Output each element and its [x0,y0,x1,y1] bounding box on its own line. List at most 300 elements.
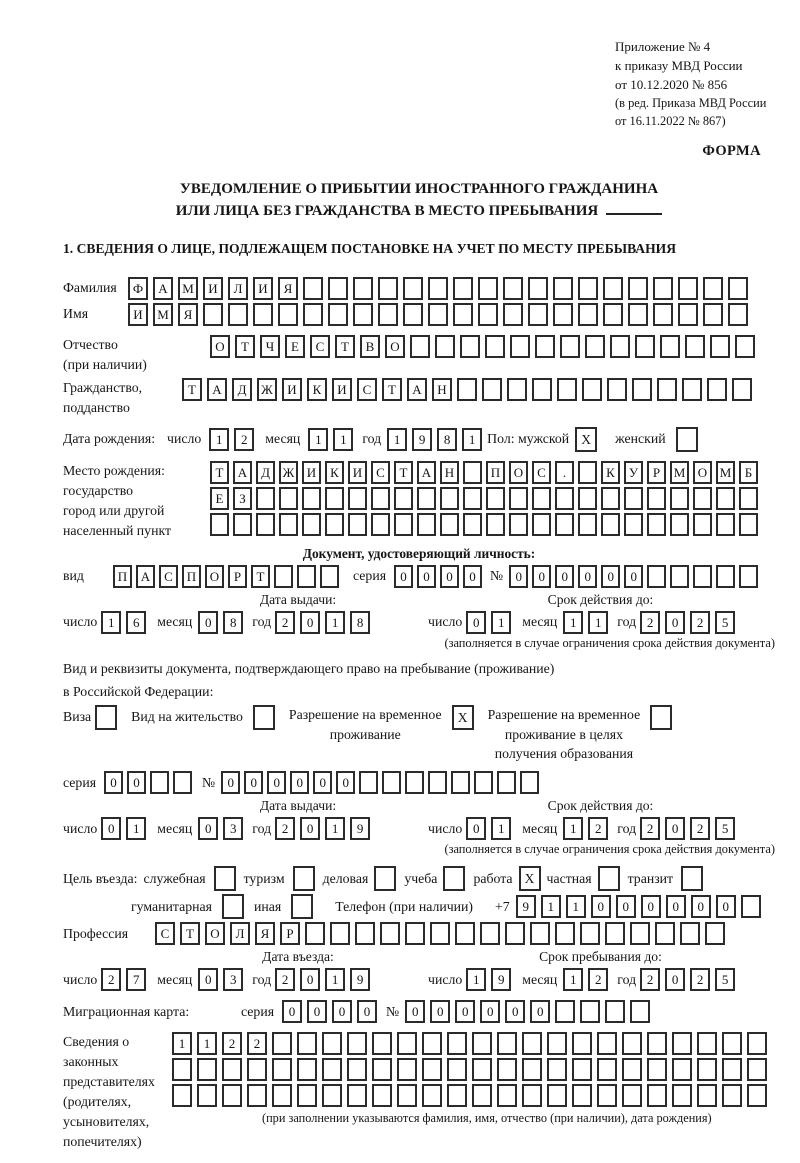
char-cell[interactable]: 2 [275,968,295,991]
char-cell[interactable] [747,1084,767,1107]
char-cell[interactable] [272,1032,292,1055]
char-cell[interactable]: 5 [715,611,735,634]
char-cell[interactable] [653,303,673,326]
char-cell[interactable] [197,1058,217,1081]
char-cell[interactable] [672,1058,692,1081]
char-cell[interactable] [728,277,748,300]
char-cell[interactable]: 0 [307,1000,327,1023]
char-cell[interactable]: Л [230,922,250,945]
char-cell[interactable] [572,1084,592,1107]
char-cell[interactable]: 9 [412,428,432,451]
char-cell[interactable]: З [233,487,252,510]
char-cell[interactable] [697,1084,717,1107]
char-cell[interactable]: К [307,378,327,401]
char-cell[interactable] [509,513,528,536]
char-cell[interactable]: 1 [541,895,561,918]
char-cell[interactable] [605,922,625,945]
char-cell[interactable] [457,378,477,401]
char-cell[interactable]: О [210,335,230,358]
char-cell[interactable] [330,922,350,945]
char-cell[interactable] [707,378,727,401]
char-cell[interactable]: Д [256,461,275,484]
char-cell[interactable]: 1 [462,428,482,451]
char-cell[interactable] [647,1058,667,1081]
char-cell[interactable] [739,565,758,588]
char-cell[interactable] [741,895,761,918]
char-cell[interactable] [403,277,423,300]
char-cell[interactable]: 0 [480,1000,500,1023]
char-cell[interactable] [451,771,470,794]
char-cell[interactable] [453,303,473,326]
char-cell[interactable]: 9 [350,968,370,991]
char-cell[interactable] [685,335,705,358]
char-cell[interactable] [371,513,390,536]
char-cell[interactable] [605,1000,625,1023]
char-cell[interactable] [578,461,597,484]
char-cell[interactable]: 0 [313,771,332,794]
char-cell[interactable] [582,378,602,401]
char-cell[interactable]: 0 [198,611,218,634]
char-cell[interactable]: 1 [197,1032,217,1055]
char-cell[interactable]: Я [278,277,298,300]
char-cell[interactable] [428,303,448,326]
char-cell[interactable] [680,922,700,945]
char-cell[interactable] [735,335,755,358]
char-cell[interactable] [372,1032,392,1055]
char-cell[interactable] [693,513,712,536]
char-cell[interactable]: 0 [221,771,240,794]
char-cell[interactable] [682,378,702,401]
char-cell[interactable] [622,1032,642,1055]
char-cell[interactable] [624,487,643,510]
char-cell[interactable] [256,487,275,510]
char-cell[interactable] [297,1084,317,1107]
char-cell[interactable] [428,771,447,794]
char-cell[interactable] [705,922,725,945]
char-cell[interactable]: С [310,335,330,358]
char-cell[interactable]: 2 [690,817,710,840]
char-cell[interactable] [722,1058,742,1081]
char-cell[interactable]: 1 [209,428,229,451]
char-cell[interactable] [647,513,666,536]
char-cell[interactable] [297,565,316,588]
char-cell[interactable] [378,303,398,326]
char-cell[interactable]: Ф [128,277,148,300]
char-cell[interactable]: 1 [563,611,583,634]
char-cell[interactable] [710,335,730,358]
char-cell[interactable] [622,1084,642,1107]
char-cell[interactable]: Д [232,378,252,401]
char-cell[interactable]: М [178,277,198,300]
char-cell[interactable] [739,513,758,536]
char-cell[interactable] [670,565,689,588]
char-cell[interactable] [417,487,436,510]
char-cell[interactable] [601,487,620,510]
char-cell[interactable] [397,1058,417,1081]
char-cell[interactable] [578,277,598,300]
char-cell[interactable]: 9 [491,968,511,991]
char-cell[interactable]: А [417,461,436,484]
char-cell[interactable] [447,1084,467,1107]
char-cell[interactable] [303,303,323,326]
char-cell[interactable] [325,487,344,510]
char-cell[interactable] [497,1032,517,1055]
char-cell[interactable]: С [532,461,551,484]
char-cell[interactable] [722,1032,742,1055]
char-cell[interactable] [622,1058,642,1081]
char-cell[interactable]: 9 [516,895,536,918]
char-cell[interactable] [722,1084,742,1107]
char-cell[interactable] [678,303,698,326]
char-cell[interactable] [359,771,378,794]
char-cell[interactable] [553,303,573,326]
char-cell[interactable] [279,487,298,510]
char-cell[interactable] [732,378,752,401]
char-cell[interactable]: О [385,335,405,358]
char-cell[interactable] [372,1084,392,1107]
char-cell[interactable]: 0 [300,817,320,840]
char-cell[interactable] [353,303,373,326]
purpose-private-checkbox[interactable] [598,866,620,891]
char-cell[interactable] [372,1058,392,1081]
char-cell[interactable]: 0 [198,968,218,991]
char-cell[interactable]: Т [182,378,202,401]
char-cell[interactable] [253,303,273,326]
char-cell[interactable] [478,303,498,326]
char-cell[interactable]: 0 [641,895,661,918]
char-cell[interactable] [297,1058,317,1081]
char-cell[interactable]: 5 [715,968,735,991]
char-cell[interactable] [580,1000,600,1023]
char-cell[interactable] [578,487,597,510]
male-checkbox[interactable]: X [575,427,597,452]
char-cell[interactable] [497,771,516,794]
char-cell[interactable] [474,771,493,794]
char-cell[interactable]: С [159,565,178,588]
char-cell[interactable] [322,1084,342,1107]
char-cell[interactable] [597,1058,617,1081]
char-cell[interactable] [628,277,648,300]
char-cell[interactable] [405,922,425,945]
char-cell[interactable]: 0 [624,565,643,588]
char-cell[interactable] [302,513,321,536]
char-cell[interactable] [528,277,548,300]
char-cell[interactable] [172,1084,192,1107]
char-cell[interactable]: 0 [578,565,597,588]
char-cell[interactable] [703,277,723,300]
char-cell[interactable] [371,487,390,510]
char-cell[interactable] [672,1084,692,1107]
char-cell[interactable]: 1 [563,817,583,840]
char-cell[interactable] [303,277,323,300]
char-cell[interactable]: И [348,461,367,484]
char-cell[interactable] [660,335,680,358]
char-cell[interactable]: Л [228,277,248,300]
char-cell[interactable] [397,1032,417,1055]
char-cell[interactable] [417,513,436,536]
char-cell[interactable] [256,513,275,536]
char-cell[interactable] [460,335,480,358]
char-cell[interactable] [222,1084,242,1107]
char-cell[interactable]: И [302,461,321,484]
char-cell[interactable]: Е [210,487,229,510]
char-cell[interactable] [428,277,448,300]
char-cell[interactable]: 0 [244,771,263,794]
char-cell[interactable] [210,513,229,536]
char-cell[interactable] [522,1032,542,1055]
char-cell[interactable] [597,1084,617,1107]
char-cell[interactable] [503,303,523,326]
char-cell[interactable] [503,277,523,300]
char-cell[interactable]: 0 [716,895,736,918]
char-cell[interactable] [532,378,552,401]
char-cell[interactable]: Т [382,378,402,401]
char-cell[interactable] [222,1058,242,1081]
char-cell[interactable]: 0 [300,611,320,634]
char-cell[interactable] [478,277,498,300]
char-cell[interactable]: А [233,461,252,484]
char-cell[interactable]: 2 [101,968,121,991]
char-cell[interactable]: 0 [555,565,574,588]
char-cell[interactable]: 0 [665,611,685,634]
char-cell[interactable] [728,303,748,326]
char-cell[interactable] [624,513,643,536]
purpose-study-checkbox[interactable] [443,866,465,891]
char-cell[interactable]: 1 [588,611,608,634]
char-cell[interactable]: 0 [691,895,711,918]
char-cell[interactable] [453,277,473,300]
char-cell[interactable] [472,1058,492,1081]
char-cell[interactable] [555,922,575,945]
char-cell[interactable]: Р [647,461,666,484]
char-cell[interactable] [422,1032,442,1055]
char-cell[interactable] [547,1058,567,1081]
char-cell[interactable] [647,565,666,588]
char-cell[interactable] [272,1084,292,1107]
char-cell[interactable]: 0 [509,565,528,588]
char-cell[interactable] [530,922,550,945]
char-cell[interactable] [747,1058,767,1081]
char-cell[interactable]: 0 [665,968,685,991]
char-cell[interactable] [197,1084,217,1107]
char-cell[interactable] [528,303,548,326]
char-cell[interactable] [678,277,698,300]
char-cell[interactable] [247,1058,267,1081]
char-cell[interactable]: М [670,461,689,484]
char-cell[interactable] [380,922,400,945]
char-cell[interactable]: . [555,461,574,484]
char-cell[interactable] [305,922,325,945]
char-cell[interactable]: Е [285,335,305,358]
char-cell[interactable]: Т [180,922,200,945]
char-cell[interactable] [233,513,252,536]
char-cell[interactable]: Н [432,378,452,401]
char-cell[interactable] [653,277,673,300]
char-cell[interactable] [463,513,482,536]
female-checkbox[interactable] [676,427,698,452]
char-cell[interactable] [610,335,630,358]
char-cell[interactable]: С [371,461,390,484]
visa-checkbox[interactable] [95,705,117,730]
char-cell[interactable] [328,277,348,300]
char-cell[interactable] [422,1084,442,1107]
char-cell[interactable]: 2 [234,428,254,451]
purpose-other-checkbox[interactable] [291,894,313,919]
char-cell[interactable] [394,513,413,536]
char-cell[interactable] [328,303,348,326]
char-cell[interactable]: 0 [601,565,620,588]
char-cell[interactable]: Ч [260,335,280,358]
char-cell[interactable]: О [205,565,224,588]
char-cell[interactable]: Т [251,565,270,588]
char-cell[interactable]: Н [440,461,459,484]
purpose-office-checkbox[interactable] [214,866,236,891]
char-cell[interactable] [435,335,455,358]
char-cell[interactable]: С [357,378,377,401]
char-cell[interactable]: 3 [223,968,243,991]
char-cell[interactable] [274,565,293,588]
char-cell[interactable] [482,378,502,401]
char-cell[interactable]: И [253,277,273,300]
char-cell[interactable] [693,487,712,510]
char-cell[interactable]: 0 [282,1000,302,1023]
char-cell[interactable]: А [407,378,427,401]
purpose-tourism-checkbox[interactable] [293,866,315,891]
char-cell[interactable] [555,487,574,510]
char-cell[interactable] [697,1032,717,1055]
char-cell[interactable]: 0 [394,565,413,588]
char-cell[interactable]: О [693,461,712,484]
char-cell[interactable]: 8 [437,428,457,451]
char-cell[interactable]: 1 [325,611,345,634]
char-cell[interactable] [472,1084,492,1107]
char-cell[interactable]: 1 [172,1032,192,1055]
char-cell[interactable] [347,1084,367,1107]
char-cell[interactable] [403,303,423,326]
char-cell[interactable]: А [153,277,173,300]
residence-permit-checkbox[interactable] [253,705,275,730]
char-cell[interactable]: 0 [104,771,123,794]
char-cell[interactable] [394,487,413,510]
char-cell[interactable] [510,335,530,358]
char-cell[interactable] [279,513,298,536]
char-cell[interactable]: 0 [466,817,486,840]
char-cell[interactable] [485,335,505,358]
char-cell[interactable]: 1 [308,428,328,451]
char-cell[interactable]: 2 [588,817,608,840]
char-cell[interactable] [739,487,758,510]
char-cell[interactable]: 2 [275,611,295,634]
char-cell[interactable] [630,1000,650,1023]
char-cell[interactable] [670,513,689,536]
char-cell[interactable] [397,1084,417,1107]
char-cell[interactable]: 0 [127,771,146,794]
char-cell[interactable] [632,378,652,401]
char-cell[interactable]: П [113,565,132,588]
char-cell[interactable] [440,513,459,536]
char-cell[interactable] [348,513,367,536]
char-cell[interactable]: 0 [463,565,482,588]
char-cell[interactable]: 0 [616,895,636,918]
char-cell[interactable] [547,1084,567,1107]
purpose-business-checkbox[interactable] [374,866,396,891]
char-cell[interactable] [697,1058,717,1081]
char-cell[interactable]: 0 [591,895,611,918]
char-cell[interactable] [520,771,539,794]
char-cell[interactable] [405,771,424,794]
char-cell[interactable]: 1 [491,817,511,840]
char-cell[interactable]: Ж [279,461,298,484]
char-cell[interactable]: 0 [101,817,121,840]
char-cell[interactable] [347,1058,367,1081]
char-cell[interactable] [647,487,666,510]
temp-residence-checkbox[interactable]: X [452,705,474,730]
char-cell[interactable]: Я [255,922,275,945]
char-cell[interactable] [486,513,505,536]
char-cell[interactable]: М [153,303,173,326]
char-cell[interactable]: 1 [126,817,146,840]
char-cell[interactable] [747,1032,767,1055]
char-cell[interactable]: П [182,565,201,588]
char-cell[interactable]: Т [235,335,255,358]
char-cell[interactable]: 2 [640,817,660,840]
char-cell[interactable]: 0 [332,1000,352,1023]
char-cell[interactable]: 0 [666,895,686,918]
char-cell[interactable]: 1 [491,611,511,634]
char-cell[interactable] [440,487,459,510]
char-cell[interactable]: 2 [640,968,660,991]
char-cell[interactable] [607,378,627,401]
char-cell[interactable]: О [509,461,528,484]
char-cell[interactable]: 0 [532,565,551,588]
char-cell[interactable] [509,487,528,510]
char-cell[interactable]: И [332,378,352,401]
char-cell[interactable] [355,922,375,945]
char-cell[interactable] [657,378,677,401]
char-cell[interactable]: 0 [290,771,309,794]
char-cell[interactable]: В [360,335,380,358]
char-cell[interactable]: 0 [405,1000,425,1023]
char-cell[interactable]: 8 [223,611,243,634]
char-cell[interactable]: С [155,922,175,945]
char-cell[interactable]: 0 [466,611,486,634]
char-cell[interactable] [172,1058,192,1081]
char-cell[interactable]: 1 [333,428,353,451]
char-cell[interactable]: А [136,565,155,588]
char-cell[interactable] [497,1084,517,1107]
char-cell[interactable]: 1 [101,611,121,634]
char-cell[interactable] [601,513,620,536]
char-cell[interactable]: Т [335,335,355,358]
temp-residence-edu-checkbox[interactable] [650,705,672,730]
char-cell[interactable] [497,1058,517,1081]
char-cell[interactable] [630,922,650,945]
char-cell[interactable] [580,922,600,945]
char-cell[interactable]: 0 [357,1000,377,1023]
char-cell[interactable]: 0 [530,1000,550,1023]
char-cell[interactable] [486,487,505,510]
char-cell[interactable]: 1 [563,968,583,991]
char-cell[interactable]: 0 [430,1000,450,1023]
char-cell[interactable] [272,1058,292,1081]
char-cell[interactable] [628,303,648,326]
char-cell[interactable] [472,1032,492,1055]
char-cell[interactable]: 1 [466,968,486,991]
char-cell[interactable]: П [486,461,505,484]
char-cell[interactable]: 1 [387,428,407,451]
char-cell[interactable] [150,771,169,794]
char-cell[interactable]: И [203,277,223,300]
